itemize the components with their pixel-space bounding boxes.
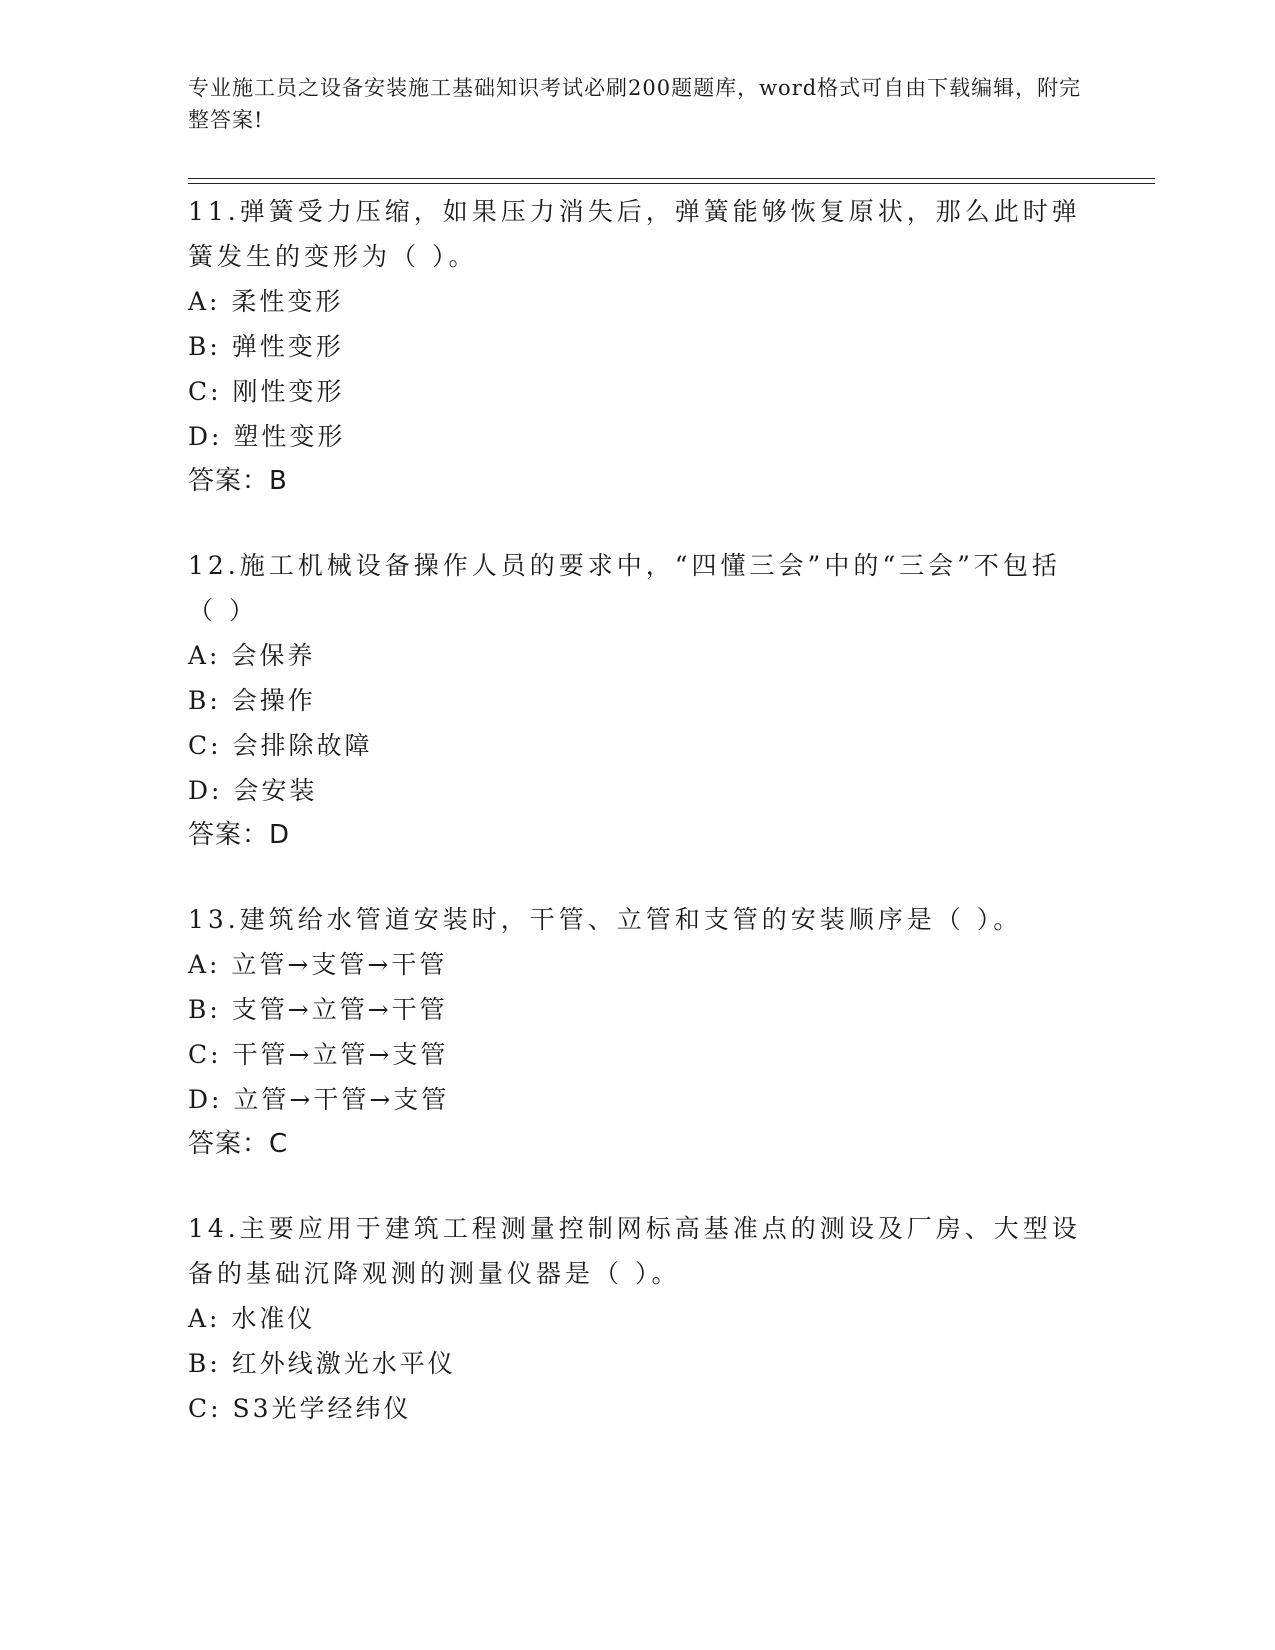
option-a: A: 立管→支管→干管 xyxy=(188,950,448,979)
question-text: 12.施工机械设备操作人员的要求中，“四懂三会”中的“三会”不包括（ ） xyxy=(188,551,1061,625)
option-d: D: 会安装 xyxy=(188,776,318,805)
option-c: C: S3光学经纬仪 xyxy=(188,1394,412,1423)
question-text: 13.建筑给水管道安装时，干管、立管和支管的安装顺序是（ ）。 xyxy=(188,905,1023,934)
header-divider-bottom xyxy=(188,183,1155,184)
option-a: A: 会保养 xyxy=(188,641,316,670)
question-text: 14.主要应用于建筑工程测量控制网标高基准点的测设及厂房、大型设备的基础沉降观测的测量仪器是（ ）。 xyxy=(188,1214,1081,1288)
answer: 答案：B xyxy=(188,466,288,496)
option-c: C: 干管→立管→支管 xyxy=(188,1040,449,1069)
option-a: A: 水准仪 xyxy=(188,1304,316,1333)
document-header: 专业施工员之设备安装施工基础知识考试必刷200题题库，word格式可自由下载编辑，附完整答案! xyxy=(188,76,1082,132)
question-list xyxy=(188,189,1088,1470)
option-b: B: 红外线激光水平仪 xyxy=(188,1349,456,1378)
header-divider-top xyxy=(188,178,1155,179)
option-b: B: 弹性变形 xyxy=(188,332,344,361)
option-d: D: 立管→干管→支管 xyxy=(188,1085,450,1114)
question-14 xyxy=(188,1206,1088,1431)
question-12 xyxy=(188,543,1088,858)
question-11 xyxy=(188,189,1088,504)
option-b: B: 支管→立管→干管 xyxy=(188,995,448,1024)
answer: 答案：C xyxy=(188,1129,289,1159)
option-c: C: 刚性变形 xyxy=(188,377,345,406)
option-c: C: 会排除故障 xyxy=(188,731,373,760)
answer: 答案：D xyxy=(188,820,291,850)
option-a: A: 柔性变形 xyxy=(188,287,344,316)
option-b: B: 会操作 xyxy=(188,686,316,715)
question-13 xyxy=(188,897,1088,1167)
question-text: 11.弹簧受力压缩，如果压力消失后，弹簧能够恢复原状，那么此时弹簧发生的变形为（ ）。 xyxy=(188,197,1081,271)
option-d: D: 塑性变形 xyxy=(188,422,346,451)
